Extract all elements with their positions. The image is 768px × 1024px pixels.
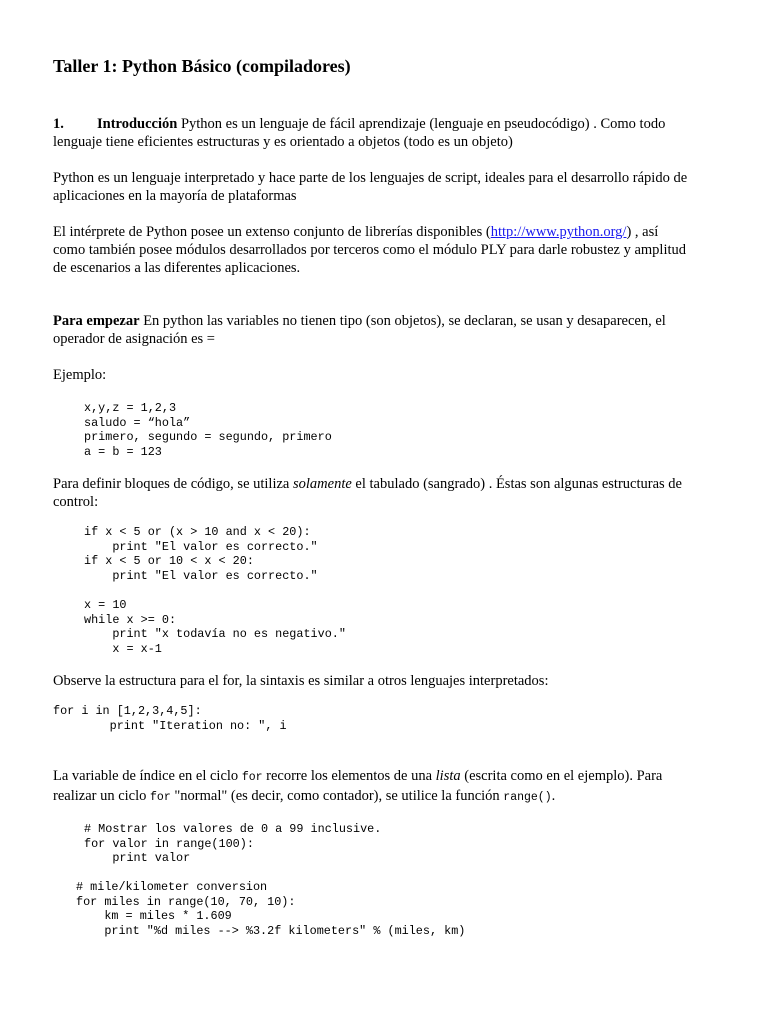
paragraph-line: En python las variables no tienen tipo (son objetos), se declaran, se usan y desaparecen, el [139,313,666,329]
paragraph-line: Python es un lenguaje interpretado y hace parte de los lenguajes de script, ideales para el desarrollo rápido de [53,170,688,186]
intro-heading: Introducción [97,116,178,132]
italic-word: solamente [293,476,352,492]
paragraph-blocks [53,475,723,511]
paragraph-line: . [551,788,556,804]
paragraph-line: ) , así [626,224,659,240]
inline-code: range() [503,791,552,804]
paragraph-line: de escenarios a las diferentes aplicaciones. [53,260,301,276]
code-block-range: # Mostrar los valores de 0 a 99 inclusive. for valor in range(100): print valor [84,822,382,866]
paragraph-line: Para definir bloques de código, se utiliza [53,476,293,492]
paragraph-line: "normal" (es decir, como contador), se utilice la función [170,788,504,804]
paragraph-getting-started [53,312,723,348]
paragraph-line: La variable de índice en el ciclo [53,768,242,784]
inline-code: for [241,771,263,784]
intro-text-line1: Python es un lenguaje de fácil aprendizaje (lenguaje en pseudocódigo) . Como todo [177,116,666,132]
intro-text-line2: lenguaje tiene eficientes estructuras y es orientado a objetos (todo es un objeto) [53,134,513,150]
code-block-conversion: # mile/kilometer conversion for miles in range(10, 70, 10): km = miles * 1.609 print "%d miles --> %3.2f kilometers" % (miles, km) [76,880,466,938]
code-block-assignment: x,y,z = 1,2,3 saludo = “hola” primero, segundo = segundo, primero a = b = 123 [84,401,332,459]
paragraph-line: aplicaciones en la mayoría de plataformas [53,188,297,204]
page-title: Taller 1: Python Básico (compiladores) [53,56,351,76]
code-block-control: if x < 5 or (x > 10 and x < 20): print "El valor es correcto." if x < 5 or 10 < x < 20: print "El valor es correcto." x = 10 while x >= 0: print "x todavía no es negativo." x = x-1 [84,525,346,656]
paragraph-interpreted [53,169,723,205]
paragraph-line: El intérprete de Python posee un extenso conjunto de librerías disponibles ( [53,224,491,240]
paragraph-line: el tabulado (sangrado) . Éstas son algunas estructuras de [351,476,682,492]
paragraph-line: como también posee módulos desarrollados por terceros como el módulo PLY para darle robustez y amplitud [53,242,687,258]
inline-code: for [150,791,171,804]
paragraph-range [53,767,723,807]
intro-paragraph [53,115,723,151]
paragraph-line: operador de asignación es = [53,331,215,347]
code-block-for: for i in [1,2,3,4,5]: print "Iteration no: ", i [53,704,287,733]
paragraph-line: (escrita como en el ejemplo). Para [460,768,663,784]
paragraph-line: recorre los elementos de una [262,768,436,784]
example-label: Ejemplo: [53,367,107,383]
python-org-link[interactable]: http://www.python.org/ [490,224,627,240]
paragraph-line: control: [53,494,99,510]
paragraph-libraries [53,223,723,277]
section-number: 1. [53,116,64,132]
paragraph-for: Observe la estructura para el for, la sintaxis es similar a otros lenguajes interpretados: [53,673,549,689]
paragraph-line: realizar un ciclo [53,788,151,804]
getting-started-heading: Para empezar [53,313,140,329]
italic-word: lista [435,768,461,784]
